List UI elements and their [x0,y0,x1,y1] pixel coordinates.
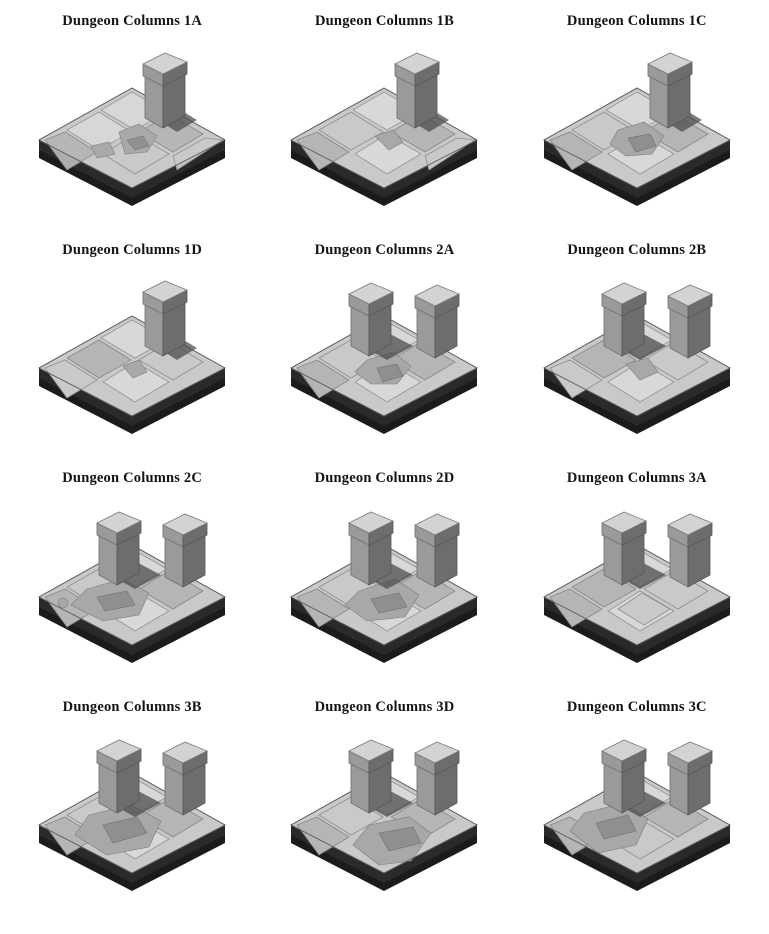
tile-card[interactable] [258,471,510,700]
tile-caption: Dungeon Columns 1C [566,13,707,29]
tile-card[interactable] [258,700,510,929]
tile-card[interactable] [6,471,258,700]
tile-render-dungeon-columns-3a [532,493,742,663]
tile-render-dungeon-columns-2a [279,264,489,434]
tile-render-dungeon-columns-2b [532,264,742,434]
tile-render-dungeon-columns-3c [532,721,742,891]
tile-caption: Dungeon Columns 3C [566,698,707,715]
tile-caption: Dungeon Columns 3B [62,698,202,715]
tile-render-dungeon-columns-3b [27,721,237,891]
tile-caption: Dungeon Columns 2C [62,470,203,486]
tile-caption: Dungeon Columns 1A [62,13,203,29]
tile-caption: Dungeon Columns 1B [315,13,454,29]
tile-card[interactable] [6,243,258,472]
tile-render-dungeon-columns-3d [279,721,489,891]
tile-caption: Dungeon Columns 3A [566,470,707,486]
tile-render-dungeon-columns-1b [279,36,489,206]
tile-render-dungeon-columns-2d [279,493,489,663]
tile-card[interactable] [511,243,763,472]
tile-card[interactable] [511,14,763,243]
tile-caption: Dungeon Columns 3D [314,698,455,715]
tile-card[interactable] [6,700,258,929]
tile-render-dungeon-columns-1a [27,36,237,206]
tile-card[interactable] [258,243,510,472]
tile-caption: Dungeon Columns 2B [567,241,707,258]
tile-card[interactable] [511,700,763,929]
tile-caption: Dungeon Columns 1D [62,241,203,258]
tile-render-dungeon-columns-1d [27,264,237,434]
tile-render-dungeon-columns-2c [27,493,237,663]
tile-card[interactable] [258,14,510,243]
tile-caption: Dungeon Columns 2D [314,470,455,486]
tile-card[interactable] [511,471,763,700]
tile-render-dungeon-columns-1c [532,36,742,206]
tile-card[interactable] [6,14,258,243]
tile-caption: Dungeon Columns 2A [314,241,455,258]
